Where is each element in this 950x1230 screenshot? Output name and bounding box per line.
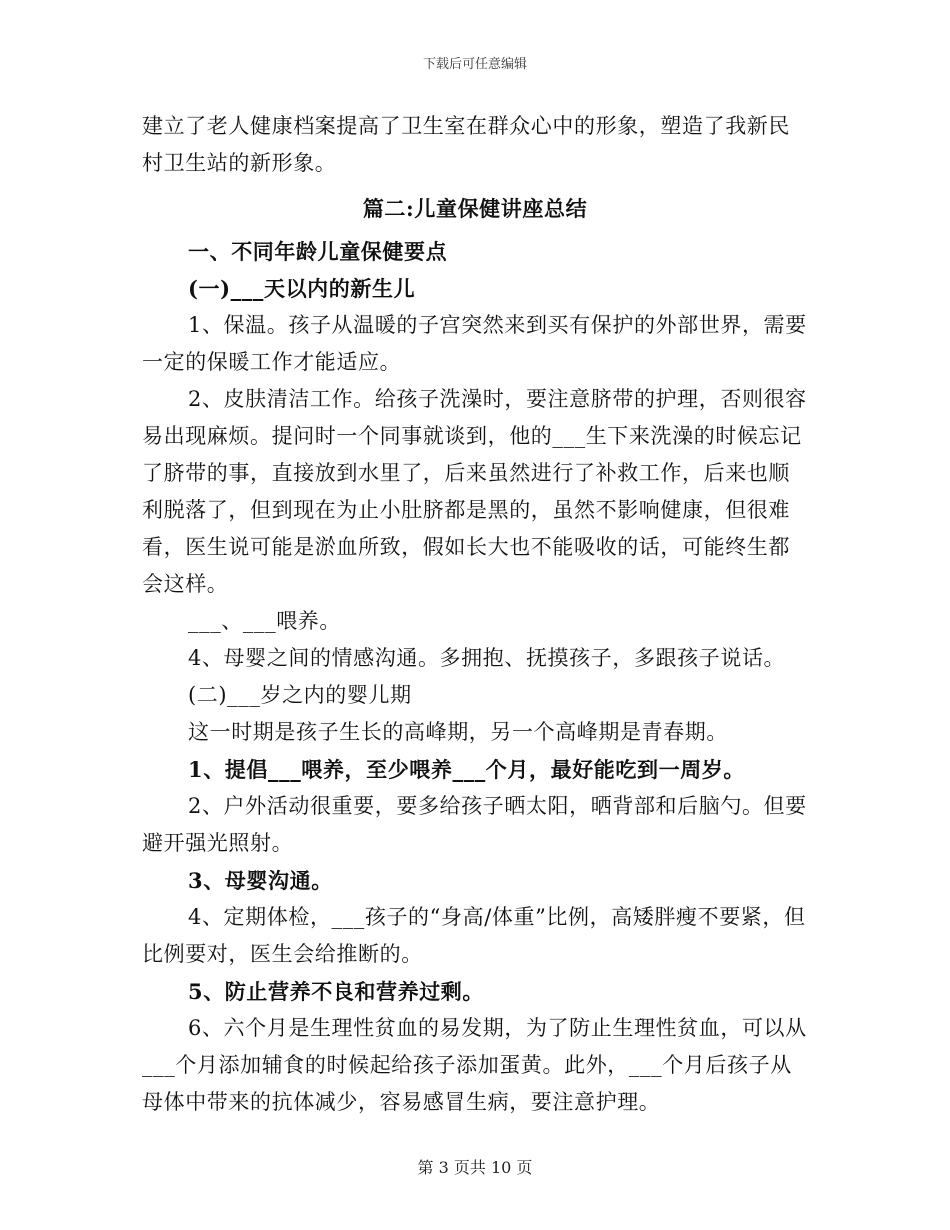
heading-infancy: (二)___岁之内的婴儿期: [188, 683, 412, 707]
paragraph-growth-peak: 这一时期是孩子生长的高峰期，另一个高峰期是青春期。: [188, 720, 728, 744]
paragraph-checkup: 4、定期体检，___孩子的“身高/体重”比例，高矮胖瘦不要紧，但比例要对，医生会给推断的。: [142, 905, 806, 966]
paragraph-breastfeeding: 1、提倡___喂养，至少喂养___个月，最好能吃到一周岁。: [188, 757, 746, 782]
page-header: 下载后可任意编辑: [422, 57, 527, 72]
paragraph-anemia: 6、六个月是生理性贫血的易发期，为了防止生理性贫血，可以从___个月添加辅食的时候起给孩子添加蛋黄。此外，___个月后孩子从母体中带来的抗体减少，容易感冒生病，要注意护理。: [142, 1016, 807, 1114]
paragraph-skin-care: 2、皮肤清洁工作。给孩子洗澡时，要注意脐带的护理，否则很容易出现麻烦。提问时一个同事就谈到，他的___生下来洗澡的时候忘记了脐带的事，直接放到水里了，后来虽然进行了补救工作，后来也顺利脱落了，但到现在为止小肚脐都是黑的，虽然不影响健康，但很难看，医生说可能是淤血所致，假如长大也不能吸收的话，可能终生都会这样。: [142, 387, 807, 596]
page-footer: 第 3 页共 10 页: [417, 1158, 533, 1177]
document-body: [142, 108, 808, 1121]
paragraph-communication: 3、母婴沟通。: [188, 868, 333, 893]
paragraph-warmth: 1、保温。孩子从温暖的子宫突然来到买有保护的外部世界，需要一定的保暖工作才能适应。: [142, 313, 807, 374]
paragraph-intro: 建立了老人健康档案提高了卫生室在群众心中的形象，塑造了我新民村卫生站的新形象。: [142, 114, 790, 175]
paragraph-bonding: 4、母婴之间的情感沟通。多拥抱、抚摸孩子，多跟孩子说话。: [188, 646, 786, 670]
paragraph-nutrition: 5、防止营养不良和营养过剩。: [188, 979, 485, 1004]
paragraph-outdoor: 2、户外活动很重要，要多给孩子晒太阳，晒背部和后脑勺。但要避开强光照射。: [142, 794, 807, 855]
section-title: 篇二:儿童保健讲座总结: [362, 196, 588, 221]
paragraph-feeding: ___、___喂养。: [188, 609, 341, 633]
heading-newborn: (一)___天以内的新生儿: [188, 276, 416, 301]
heading-age-points: 一、不同年龄儿童保健要点: [188, 239, 448, 264]
